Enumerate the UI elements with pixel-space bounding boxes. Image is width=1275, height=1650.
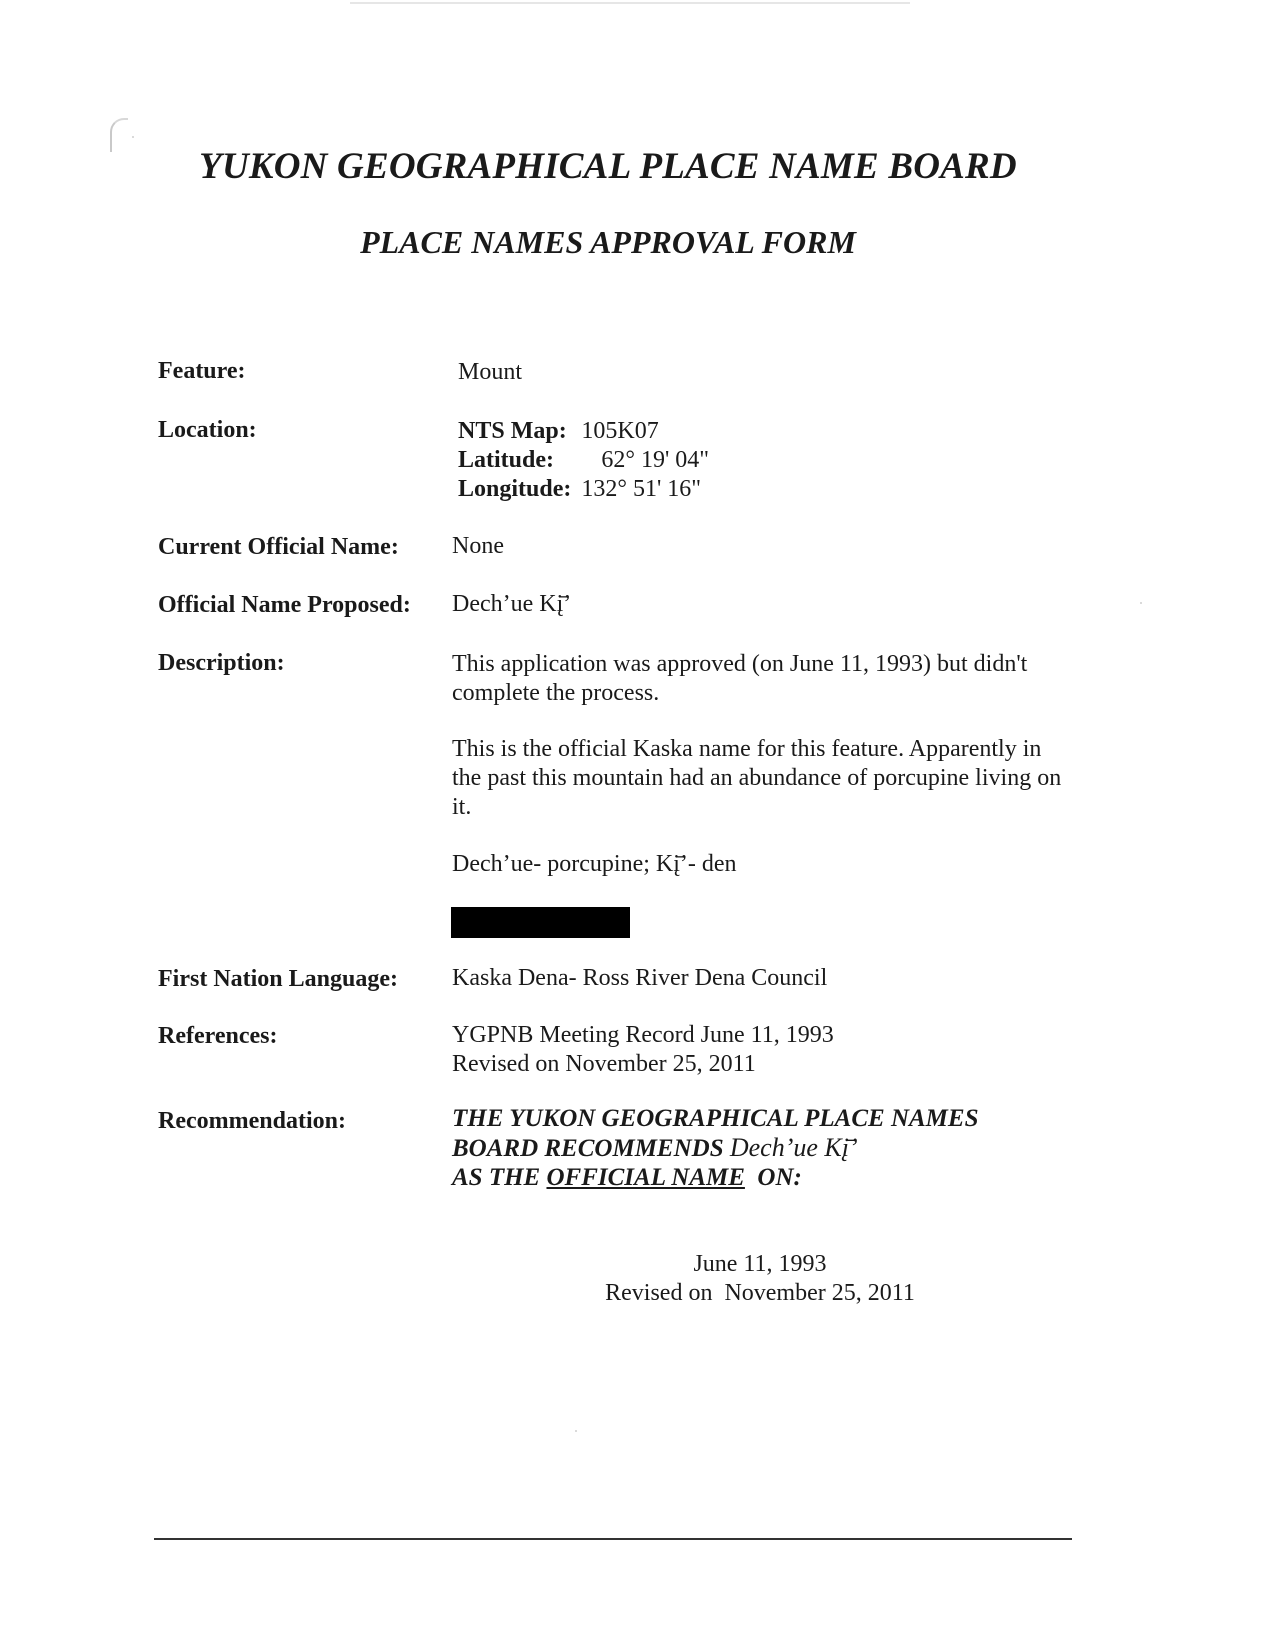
location-table: [458, 417, 709, 504]
document-title: YUKON GEOGRAPHICAL PLACE NAME BOARD: [199, 146, 1017, 187]
references-line-2: Revised on November 25, 2011: [452, 1051, 756, 1077]
redaction-bar: [451, 907, 630, 938]
recommendation-line-2: [452, 1133, 978, 1163]
description-label: Description:: [158, 650, 285, 676]
nts-map-row: [458, 417, 709, 446]
approval-dates: [560, 1250, 960, 1308]
recommended-name: Dech’ue Kį̄’: [729, 1133, 858, 1162]
recommendation-text: [452, 1104, 978, 1192]
scan-speck: [1140, 602, 1142, 604]
bottom-rule: [154, 1538, 1072, 1540]
official-name-proposed-value: Dech’ue Kį̄’: [452, 591, 572, 617]
longitude-label: Longitude:: [458, 476, 572, 502]
feature-value: Mount: [458, 359, 523, 385]
official-name-proposed-label: Official Name Proposed:: [158, 592, 411, 618]
scan-speck: [575, 1430, 577, 1432]
scan-edge-line: [350, 2, 910, 4]
references-label: References:: [158, 1023, 278, 1049]
scan-speck: [132, 136, 134, 138]
official-name-underlined: OFFICIAL NAME: [546, 1164, 745, 1191]
current-official-name-value: None: [452, 533, 504, 559]
recommendation-line-2-prefix: BOARD RECOMMENDS: [452, 1135, 724, 1162]
approval-date: June 11, 1993: [693, 1251, 827, 1277]
nts-map-label: NTS Map:: [458, 418, 567, 444]
recommendation-line-3: [452, 1163, 978, 1192]
latitude-value: 62° 19' 04": [601, 447, 710, 473]
latitude-label: Latitude:: [458, 447, 554, 473]
current-official-name-label: Current Official Name:: [158, 534, 399, 560]
latitude-row: [458, 446, 709, 475]
description-paragraph-1: This application was approved (on June 11, 1993) but didn't complete the process.: [452, 651, 1028, 706]
description-paragraph-2: This is the official Kaska name for this feature. Apparently in the past this mountain had an abundance of porcupine living on it.: [452, 736, 1062, 820]
longitude-row: [458, 475, 709, 504]
recommendation-line-3-suffix: ON:: [757, 1164, 802, 1191]
first-nation-language-label: First Nation Language:: [158, 966, 398, 992]
recommendation-line-1: THE YUKON GEOGRAPHICAL PLACE NAMES: [452, 1105, 979, 1132]
description-paragraph-3: Dech’ue- porcupine; Kį̄’- den: [452, 851, 737, 877]
longitude-value: 132° 51' 16": [581, 476, 702, 502]
recommendation-line-3-prefix: AS THE: [452, 1164, 541, 1191]
location-label: Location:: [158, 417, 257, 443]
recommendation-label: Recommendation:: [158, 1108, 346, 1134]
feature-label: Feature:: [158, 358, 246, 384]
nts-map-value: 105K07: [581, 418, 659, 444]
first-nation-language-value: Kaska Dena- Ross River Dena Council: [452, 965, 828, 991]
document-subtitle: PLACE NAMES APPROVAL FORM: [360, 224, 856, 260]
references-line-1: YGPNB Meeting Record June 11, 1993: [452, 1022, 834, 1048]
revision-date: Revised on November 25, 2011: [605, 1280, 915, 1306]
